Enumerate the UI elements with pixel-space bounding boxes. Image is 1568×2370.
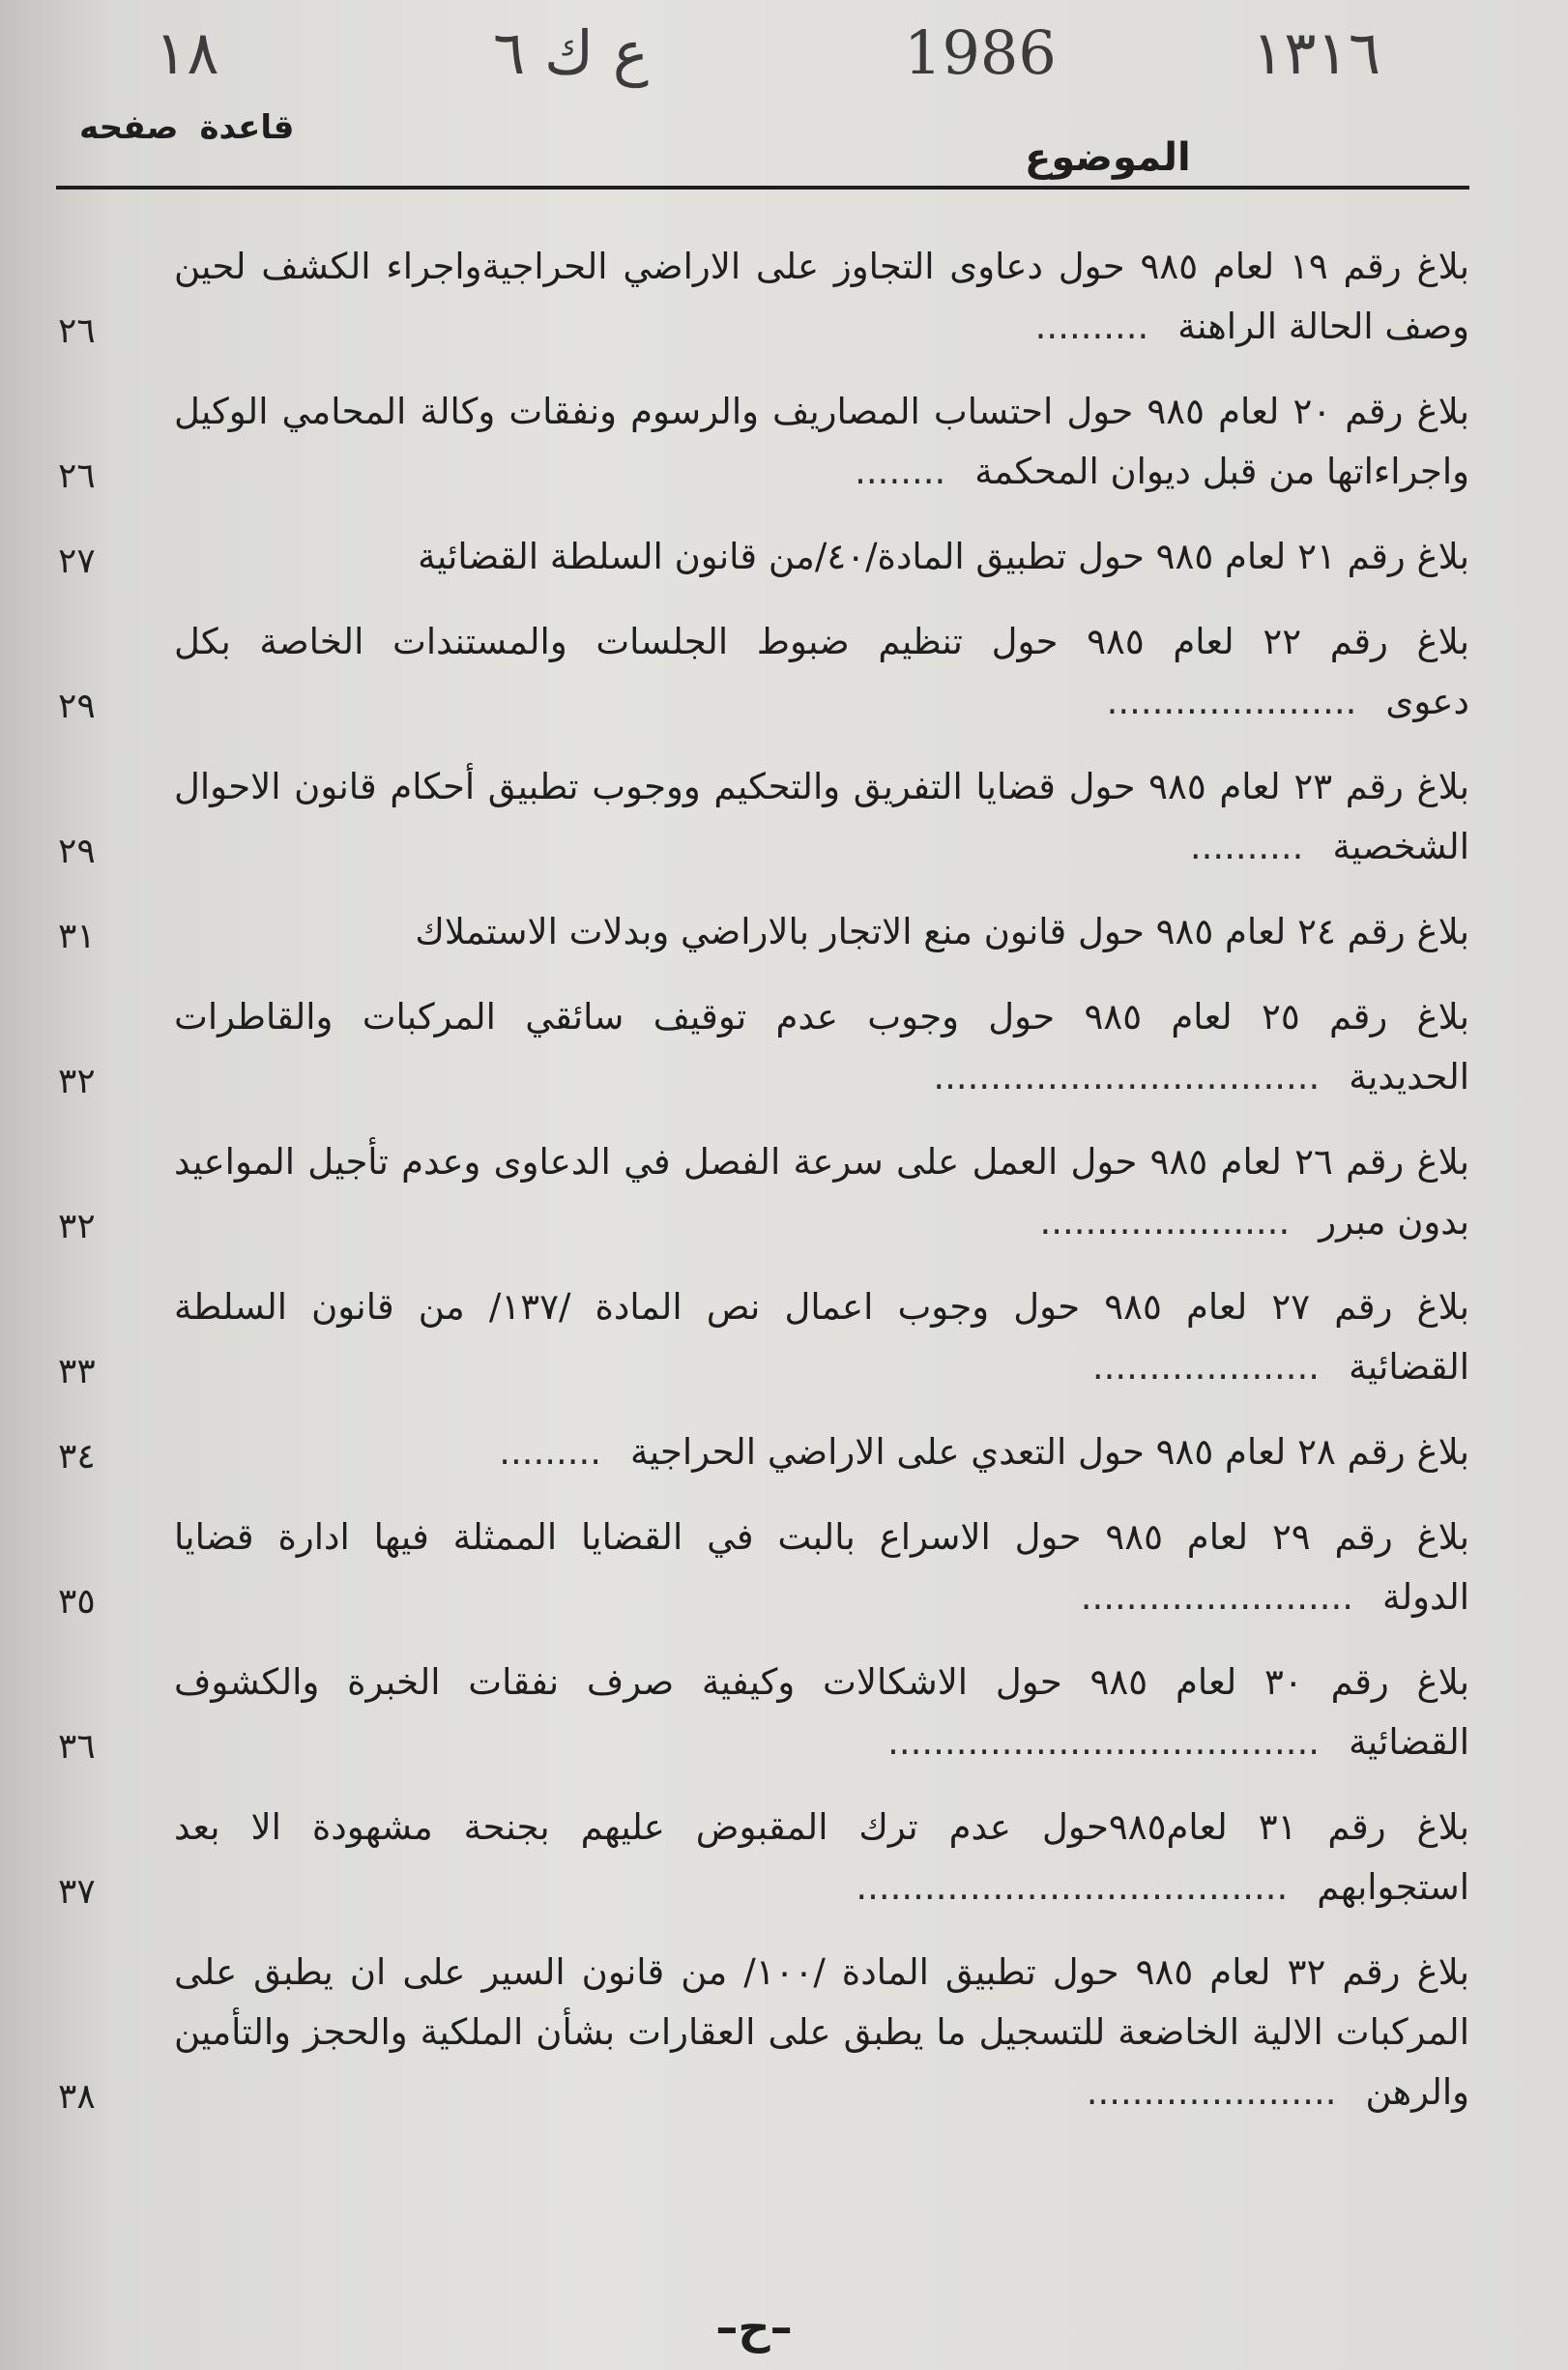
- entry-page-number: ٢٩: [58, 832, 96, 871]
- dot-leader: ......................................: [856, 1866, 1289, 1908]
- annotation-number: ١٣١٦: [1252, 17, 1381, 88]
- column-rule: قاعدة: [199, 108, 295, 147]
- entry-page-number: ٣٤: [58, 1437, 96, 1477]
- toc-list: [58, 237, 1469, 2148]
- entry-text: بلاغ رقم ٢٣ لعام ٩٨٥ حول قضايا التفريق والتحكيم ووجوب تطبيق أحكام قانون الاحوال الشخصية: [174, 766, 1469, 867]
- entry-page-number: ٣١: [58, 917, 96, 956]
- dot-leader: ........................: [1080, 1576, 1354, 1618]
- entry-text: بلاغ رقم ٢٧ لعام ٩٨٥ حول وجوب اعمال نص المادة /١٣٧/ من قانون السلطة القضائية: [174, 1286, 1470, 1388]
- dot-leader: ....................: [1091, 1346, 1321, 1388]
- entry-page-number: ٣٥: [58, 1582, 96, 1622]
- dot-leader: ..................................: [933, 1056, 1321, 1097]
- column-subject: الموضوع: [1025, 135, 1191, 180]
- toc-entry: [58, 1653, 1469, 1772]
- entry-text: بلاغ رقم ٢٢ لعام ٩٨٥ حول تنظيم ضبوط الجلسات والمستندات الخاصة بكل دعوى: [174, 621, 1470, 722]
- entry-page-number: ٣٣: [58, 1352, 96, 1391]
- entry-page-number: ٣٧: [58, 1872, 96, 1912]
- entry-page-number: ٣٦: [58, 1727, 96, 1767]
- page-marker: –ح–: [715, 2301, 793, 2354]
- dot-leader: ......................: [1039, 1201, 1291, 1243]
- toc-entry: [58, 757, 1469, 877]
- entry-text: بلاغ رقم ١٩ لعام ٩٨٥ حول دعاوى التجاوز على الاراضي الحراجيةواجراء الكشف لحين وصف الحالة الراهنة: [174, 246, 1469, 347]
- entry-text: بلاغ رقم ٣١ لعام٩٨٥حول عدم ترك المقبوض عليهم بجنحة مشهودة الا بعد استجوابهم: [174, 1806, 1470, 1908]
- dot-leader: .........: [499, 1431, 602, 1473]
- dot-leader: ........: [855, 451, 946, 492]
- toc-entry: [58, 902, 1469, 962]
- toc-entry: [58, 612, 1469, 732]
- dot-leader: ..........: [1189, 826, 1304, 867]
- entry-text: بلاغ رقم ٣٠ لعام ٩٨٥ حول الاشكالات وكيفية صرف نفقات الخبرة والكشوف القضائية: [174, 1661, 1470, 1763]
- annotation-year: 1986: [904, 17, 1057, 88]
- annotation-ref: ١٨: [155, 17, 219, 88]
- entry-text: بلاغ رقم ٢٤ لعام ٩٨٥ حول قانون منع الاتجار بالاراضي وبدلات الاستملاك: [415, 911, 1469, 952]
- toc-entry: [58, 237, 1469, 357]
- column-page: صفحه: [79, 108, 179, 147]
- toc-entry: [58, 1277, 1469, 1397]
- dot-leader: ......................................: [887, 1721, 1321, 1763]
- toc-entry: [58, 1132, 1469, 1252]
- entry-page-number: ٣٢: [58, 1062, 96, 1101]
- entry-text: بلاغ رقم ٢٨ لعام ٩٨٥ حول التعدي على الاراضي الحراجية: [630, 1431, 1469, 1473]
- dot-leader: ......................: [1086, 2071, 1337, 2113]
- entry-text: بلاغ رقم ٢٦ لعام ٩٨٥ حول العمل على سرعة الفصل في الدعاوى وعدم تأجيل المواعيد بدون مبرر: [174, 1141, 1469, 1243]
- entry-page-number: ٢٦: [58, 456, 96, 496]
- handwritten-annotations: [0, 17, 1568, 104]
- dot-leader: ......................: [1106, 681, 1357, 722]
- entry-page-number: ٢٩: [58, 687, 96, 726]
- toc-entry: [58, 1798, 1469, 1917]
- toc-entry: [58, 1943, 1469, 2122]
- toc-entry: [58, 987, 1469, 1107]
- table-header: [58, 108, 1469, 205]
- entry-text: بلاغ رقم ٣٢ لعام ٩٨٥ حول تطبيق المادة /١٠٠/ من قانون السير على ان يطبق على المركبات الالية الخاضعة للتسجيل ما يطبق على العقارات بشأن الملكية والحجز والتأمين والرهن: [174, 1951, 1470, 2113]
- toc-entry: [58, 1422, 1469, 1482]
- column-headings: [58, 108, 294, 147]
- toc-entry: [58, 382, 1469, 502]
- toc-entry: [58, 527, 1469, 587]
- entry-text: بلاغ رقم ٢١ لعام ٩٨٥ حول تطبيق المادة/٤٠/من قانون السلطة القضائية: [418, 536, 1469, 577]
- entry-page-number: ٢٧: [58, 541, 96, 581]
- entry-text: بلاغ رقم ٢٩ لعام ٩٨٥ حول الاسراع بالبت في القضايا الممثلة فيها ادارة قضايا الدولة: [174, 1516, 1469, 1618]
- annotation-code: ع ك ٦: [493, 17, 649, 88]
- entry-page-number: ٣٨: [58, 2077, 96, 2117]
- entry-page-number: ٣٢: [58, 1207, 96, 1246]
- toc-entry: [58, 1507, 1469, 1627]
- entry-text: بلاغ رقم ٢٠ لعام ٩٨٥ حول احتساب المصاريف والرسوم ونفقات وكالة المحامي الوكيل واجراءاتها من قبل ديوان المحكمة: [174, 391, 1469, 492]
- header-divider: [56, 186, 1469, 190]
- entry-text: بلاغ رقم ٢٥ لعام ٩٨٥ حول وجوب عدم توقيف سائقي المركبات والقاطرات الحديدية: [174, 996, 1469, 1097]
- entry-page-number: ٢٦: [58, 311, 96, 351]
- dot-leader: ..........: [1034, 306, 1149, 347]
